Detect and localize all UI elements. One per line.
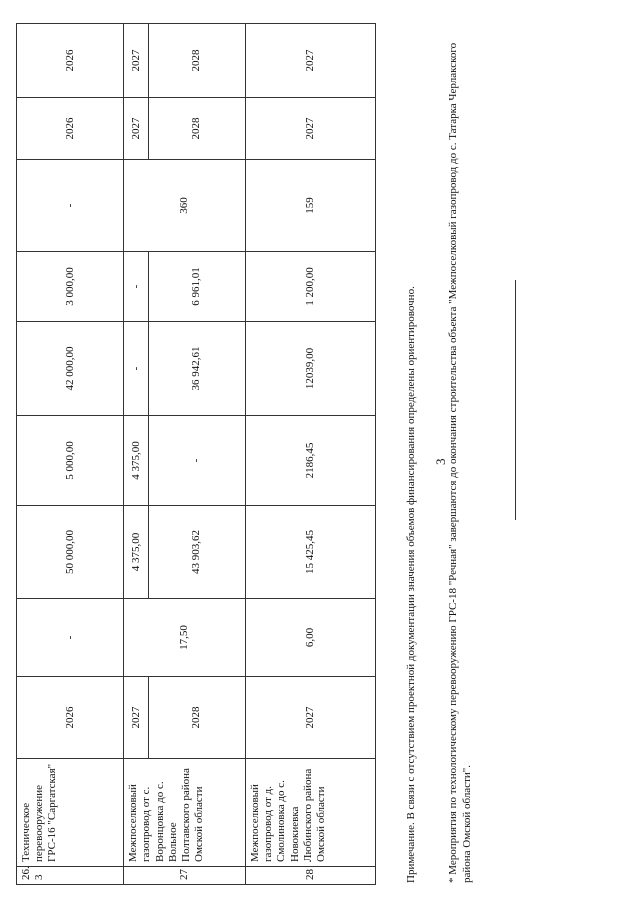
financing-table <box>16 23 376 885</box>
funding-cell: 2186,45 <box>246 416 376 506</box>
start-year-cell: 2028 <box>149 98 246 160</box>
capacity-cell: 159 <box>246 160 376 252</box>
footnote-text: * Мероприятия по технологическому перевооружению ГРС-18 "Речная" завершаются до окончания строительства объекта "Межпоселковый газопровод до с. Татарка Черлакского района Омской области". <box>447 42 473 883</box>
end-year-cell: 2028 <box>149 24 246 98</box>
cost-cell: 15 425,45 <box>246 506 376 599</box>
year-cell: 2027 <box>246 677 376 759</box>
funding-cell: - <box>124 252 149 322</box>
start-year-cell: 2027 <box>124 98 149 160</box>
year-cell: 2027 <box>124 677 149 759</box>
note-text: Примечание. В связи с отсутствием проектной документации значения объемов финансирования определены ориентировочно. <box>405 286 417 883</box>
object-name: Техническое перевооружение ГРС-16 "Саргатская" <box>17 759 124 867</box>
end-year-cell: 2027 <box>124 24 149 98</box>
length-cell: 6,00 <box>246 599 376 677</box>
capacity-cell: 360 <box>124 160 246 252</box>
start-year-cell: 2027 <box>246 98 376 160</box>
end-year-cell: 2027 <box>246 24 376 98</box>
funding-cell: 4 375,00 <box>124 416 149 506</box>
row-number: 26. 3 <box>17 867 124 885</box>
funding-cell: 36 942,61 <box>149 322 246 416</box>
start-year-cell: 2026 <box>17 98 124 160</box>
length-cell: - <box>17 599 124 677</box>
object-name: Межпоселковый газопровод от с. Воронцовка до с. Вольное Полтавского района Омской области <box>124 759 246 867</box>
funding-cell: - <box>124 322 149 416</box>
year-cell: 2028 <box>149 677 246 759</box>
cost-cell: 50 000,00 <box>17 506 124 599</box>
object-name: Межпоселковый газопровод от д. Смолиновка до с. Новокиевка Любинского района Омской области <box>246 759 376 867</box>
page-number: 3 <box>433 458 448 465</box>
funding-cell: 6 961,01 <box>149 252 246 322</box>
separator-line <box>515 280 516 520</box>
row-number: 27 <box>124 867 246 885</box>
length-cell: 17,50 <box>124 599 246 677</box>
funding-cell: 5 000,00 <box>17 416 124 506</box>
funding-cell: - <box>149 416 246 506</box>
cost-cell: 4 375,00 <box>124 506 149 599</box>
table-row <box>124 24 149 885</box>
funding-cell: 3 000,00 <box>17 252 124 322</box>
year-cell: 2026 <box>17 677 124 759</box>
funding-cell: 42 000,00 <box>17 322 124 416</box>
end-year-cell: 2026 <box>17 24 124 98</box>
table-row <box>246 24 376 885</box>
cost-cell: 43 903,62 <box>149 506 246 599</box>
table-row <box>17 24 124 885</box>
funding-cell: 1 200,00 <box>246 252 376 322</box>
capacity-cell: - <box>17 160 124 252</box>
table-row <box>149 24 246 885</box>
funding-cell: 12039,00 <box>246 322 376 416</box>
row-number: 28 <box>246 867 376 885</box>
